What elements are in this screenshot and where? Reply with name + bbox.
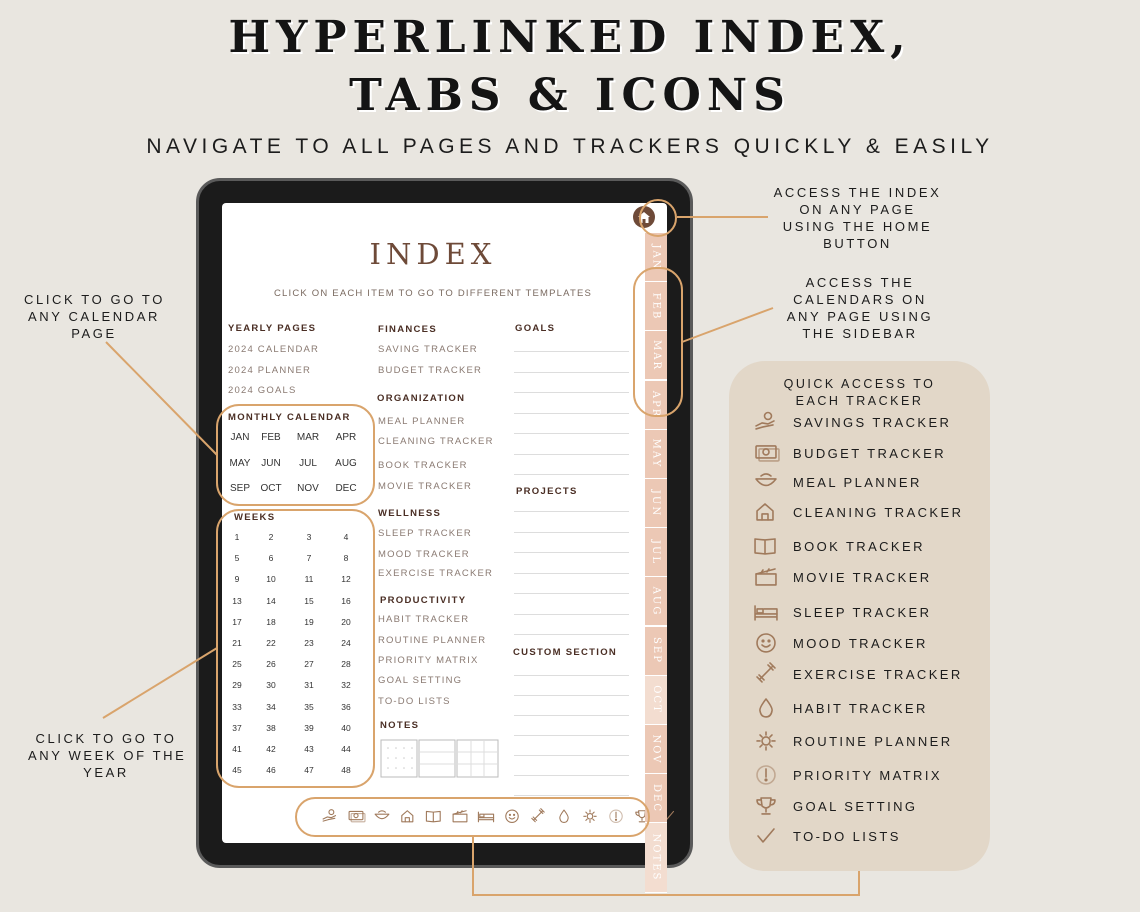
tracker-label: BOOK TRACKER xyxy=(793,538,925,554)
link-saving-tracker[interactable]: SAVING TRACKER xyxy=(378,344,478,355)
month-link-jan[interactable]: JAN xyxy=(230,432,250,443)
week-link[interactable]: 23 xyxy=(304,638,314,648)
tracker-label: MOVIE TRACKER xyxy=(793,569,932,585)
tracker-label: SAVINGS TRACKER xyxy=(793,414,952,430)
week-link[interactable]: 28 xyxy=(341,659,351,670)
link-habit-tracker[interactable]: HABIT TRACKER xyxy=(378,614,470,625)
week-link[interactable]: 19 xyxy=(304,616,314,627)
week-link[interactable]: 40 xyxy=(341,722,351,733)
week-link[interactable]: 21 xyxy=(232,638,242,648)
tracker-label: MOOD TRACKER xyxy=(793,635,928,651)
tracker-label: GOAL SETTING xyxy=(793,798,918,814)
week-link[interactable]: 3 xyxy=(306,532,312,542)
link-goal-setting[interactable]: GOAL SETTING xyxy=(378,675,463,686)
tracker-label: MEAL PLANNER xyxy=(793,474,922,490)
week-link[interactable]: 16 xyxy=(341,595,351,606)
tracker-label: PRIORITY MATRIX xyxy=(793,767,942,783)
month-link-feb[interactable]: FEB xyxy=(261,432,281,443)
month-link-dec[interactable]: DEC xyxy=(335,483,357,494)
week-link[interactable]: 25 xyxy=(232,659,242,670)
week-link[interactable]: 47 xyxy=(304,765,314,776)
link-movie-tracker[interactable]: MOVIE TRACKER xyxy=(378,481,473,492)
callout-line: BUTTON xyxy=(823,236,892,251)
month-link-oct[interactable]: OCT xyxy=(260,483,282,494)
tab-label: FEB xyxy=(650,292,662,320)
title-line-2: TABS & ICONS xyxy=(349,70,791,121)
week-link[interactable]: 41 xyxy=(232,744,242,754)
connector-bottom xyxy=(473,836,859,895)
organization-heading: ORGANIZATION xyxy=(377,393,466,404)
month-link-apr[interactable]: APR xyxy=(335,432,357,443)
link-exercise-tracker[interactable]: EXERCISE TRACKER xyxy=(378,568,494,579)
tab-label: OCT xyxy=(650,685,662,715)
monthly-heading: MONTHLY CALENDAR xyxy=(228,412,351,423)
week-link[interactable]: 6 xyxy=(268,553,274,564)
finances-heading: FINANCES xyxy=(378,324,437,335)
link-priority-matrix[interactable]: PRIORITY MATRIX xyxy=(378,655,479,666)
notes-heading: NOTES xyxy=(380,720,420,731)
week-link[interactable]: 33 xyxy=(232,701,242,712)
week-link[interactable]: 17 xyxy=(232,616,242,627)
week-link[interactable]: 20 xyxy=(341,616,351,627)
week-link[interactable]: 11 xyxy=(304,574,314,585)
week-link[interactable]: 7 xyxy=(306,553,312,564)
week-link[interactable]: 39 xyxy=(304,722,314,733)
week-link[interactable]: 37 xyxy=(232,722,242,733)
tab-label: NOTES xyxy=(650,834,662,882)
tab-label: AUG xyxy=(650,586,662,617)
callout-line: PAGE xyxy=(71,326,117,341)
tab-label: APR xyxy=(650,390,662,419)
callout-line: CLICK TO GO TO xyxy=(24,292,165,307)
week-link[interactable]: 10 xyxy=(266,574,276,585)
goals-heading: GOALS xyxy=(515,323,556,334)
link-2024-calendar[interactable]: 2024 CALENDAR xyxy=(228,344,320,355)
custom-heading: CUSTOM SECTION xyxy=(513,647,618,658)
week-link[interactable]: 2 xyxy=(268,532,274,542)
connector-sidebar xyxy=(682,308,773,342)
link-sleep-tracker[interactable]: SLEEP TRACKER xyxy=(378,528,472,539)
tracker-label: CLEANING TRACKER xyxy=(793,504,964,520)
link-2024-goals[interactable]: 2024 GOALS xyxy=(228,385,297,396)
tracker-label: ROUTINE PLANNER xyxy=(793,733,953,749)
callout-line: CLICK TO GO TO xyxy=(35,731,177,746)
heading-line: QUICK ACCESS TO xyxy=(783,377,936,391)
week-link[interactable]: 8 xyxy=(343,553,349,564)
callout-line: ANY WEEK OF THE xyxy=(28,748,187,763)
tab-label: SEP xyxy=(650,637,662,665)
month-link-jul[interactable]: JUL xyxy=(299,458,317,469)
callout-line: ON ANY PAGE xyxy=(799,202,916,217)
week-link[interactable]: 46 xyxy=(266,765,276,776)
yearly-heading: YEARLY PAGES xyxy=(228,323,317,334)
tab-label: JUL xyxy=(650,539,662,565)
week-link[interactable]: 13 xyxy=(232,595,242,606)
week-link[interactable]: 5 xyxy=(234,553,240,564)
tab-label: DEC xyxy=(650,783,662,813)
callout-line: ACCESS THE xyxy=(805,275,915,290)
week-link[interactable]: 1 xyxy=(234,532,240,542)
weeks-heading: WEEKS xyxy=(234,512,276,523)
link-budget-tracker[interactable]: BUDGET TRACKER xyxy=(378,365,483,376)
week-link[interactable]: 45 xyxy=(232,765,242,776)
months-highlight xyxy=(217,405,374,505)
link-cleaning-tracker[interactable]: CLEANING TRACKER xyxy=(378,436,494,447)
connector-weeks xyxy=(103,648,217,718)
link-book-tracker[interactable]: BOOK TRACKER xyxy=(378,460,468,471)
callout-line: YEAR xyxy=(83,765,129,780)
week-link[interactable]: 36 xyxy=(341,701,351,712)
tab-label: JUN xyxy=(650,489,662,517)
projects-heading: PROJECTS xyxy=(516,486,578,497)
tracker-label: BUDGET TRACKER xyxy=(793,445,947,461)
week-link[interactable]: 32 xyxy=(341,680,351,691)
tracker-label: HABIT TRACKER xyxy=(793,700,928,716)
week-link[interactable]: 12 xyxy=(341,574,351,585)
week-link[interactable]: 31 xyxy=(304,680,314,691)
week-link[interactable]: 4 xyxy=(343,532,349,542)
productivity-heading: PRODUCTIVITY xyxy=(380,595,467,606)
tab-label: JAN xyxy=(650,244,662,270)
month-link-mar[interactable]: MAR xyxy=(296,432,320,443)
week-link[interactable]: 26 xyxy=(266,659,276,670)
link-mood-tracker[interactable]: MOOD TRACKER xyxy=(378,549,470,560)
heading-line: EACH TRACKER xyxy=(795,394,924,408)
callout-line: ANY CALENDAR xyxy=(27,309,161,324)
tab-label: MAR xyxy=(650,339,662,371)
month-link-nov[interactable]: NOV xyxy=(297,483,319,494)
week-link[interactable]: 22 xyxy=(266,638,276,648)
week-link[interactable]: 27 xyxy=(304,659,314,670)
week-link[interactable]: 48 xyxy=(341,765,351,776)
week-link[interactable]: 42 xyxy=(266,744,276,754)
link-2024-planner[interactable]: 2024 PLANNER xyxy=(228,365,312,376)
home-highlight xyxy=(640,200,676,236)
callout-line: ANY PAGE USING xyxy=(786,309,934,324)
tab-label: NOV xyxy=(650,734,662,764)
bottom-bar-highlight xyxy=(296,798,649,836)
callout-line: CALENDARS ON xyxy=(793,292,927,307)
index-instruction: CLICK ON EACH ITEM TO GO TO DIFFERENT TEMPLATES xyxy=(273,288,593,299)
callout-line: USING THE HOME xyxy=(782,219,933,234)
connector-calendar xyxy=(106,342,217,455)
week-link[interactable]: 15 xyxy=(304,595,314,606)
week-link[interactable]: 14 xyxy=(266,595,276,606)
sidebar-highlight xyxy=(634,268,682,419)
tab-label: MAY xyxy=(650,438,662,469)
index-title: INDEX xyxy=(369,237,497,271)
callout-line: THE SIDEBAR xyxy=(802,326,918,341)
week-link[interactable]: 34 xyxy=(266,701,276,712)
month-link-may[interactable]: MAY xyxy=(229,458,251,469)
week-link[interactable]: 9 xyxy=(234,574,240,585)
week-link[interactable]: 35 xyxy=(304,701,314,712)
callout-line: ACCESS THE INDEX xyxy=(773,185,942,200)
link-routine-planner[interactable]: ROUTINE PLANNER xyxy=(378,635,487,646)
month-link-jun[interactable]: JUN xyxy=(261,458,281,469)
link-todo-lists[interactable]: TO-DO LISTS xyxy=(378,696,451,707)
week-link[interactable]: 44 xyxy=(341,744,351,754)
wellness-heading: WELLNESS xyxy=(378,508,442,519)
link-meal-planner[interactable]: MEAL PLANNER xyxy=(378,416,466,427)
week-link[interactable]: 43 xyxy=(304,744,314,754)
week-link[interactable]: 38 xyxy=(266,722,276,733)
week-link[interactable]: 30 xyxy=(266,680,276,691)
title-line-1: HYPERLINKED INDEX, xyxy=(228,12,912,63)
month-link-aug[interactable]: AUG xyxy=(335,458,357,469)
week-link[interactable]: 18 xyxy=(266,616,276,627)
tracker-label: EXERCISE TRACKER xyxy=(793,666,963,682)
subtitle: NAVIGATE TO ALL PAGES AND TRACKERS QUICKLY & EASILY xyxy=(146,135,994,158)
tracker-label: TO-DO LISTS xyxy=(793,828,901,844)
weeks-highlight xyxy=(217,510,374,787)
tracker-label: SLEEP TRACKER xyxy=(793,604,932,620)
week-link[interactable]: 29 xyxy=(232,680,242,691)
month-link-sep[interactable]: SEP xyxy=(229,483,250,494)
week-link[interactable]: 24 xyxy=(341,638,351,648)
